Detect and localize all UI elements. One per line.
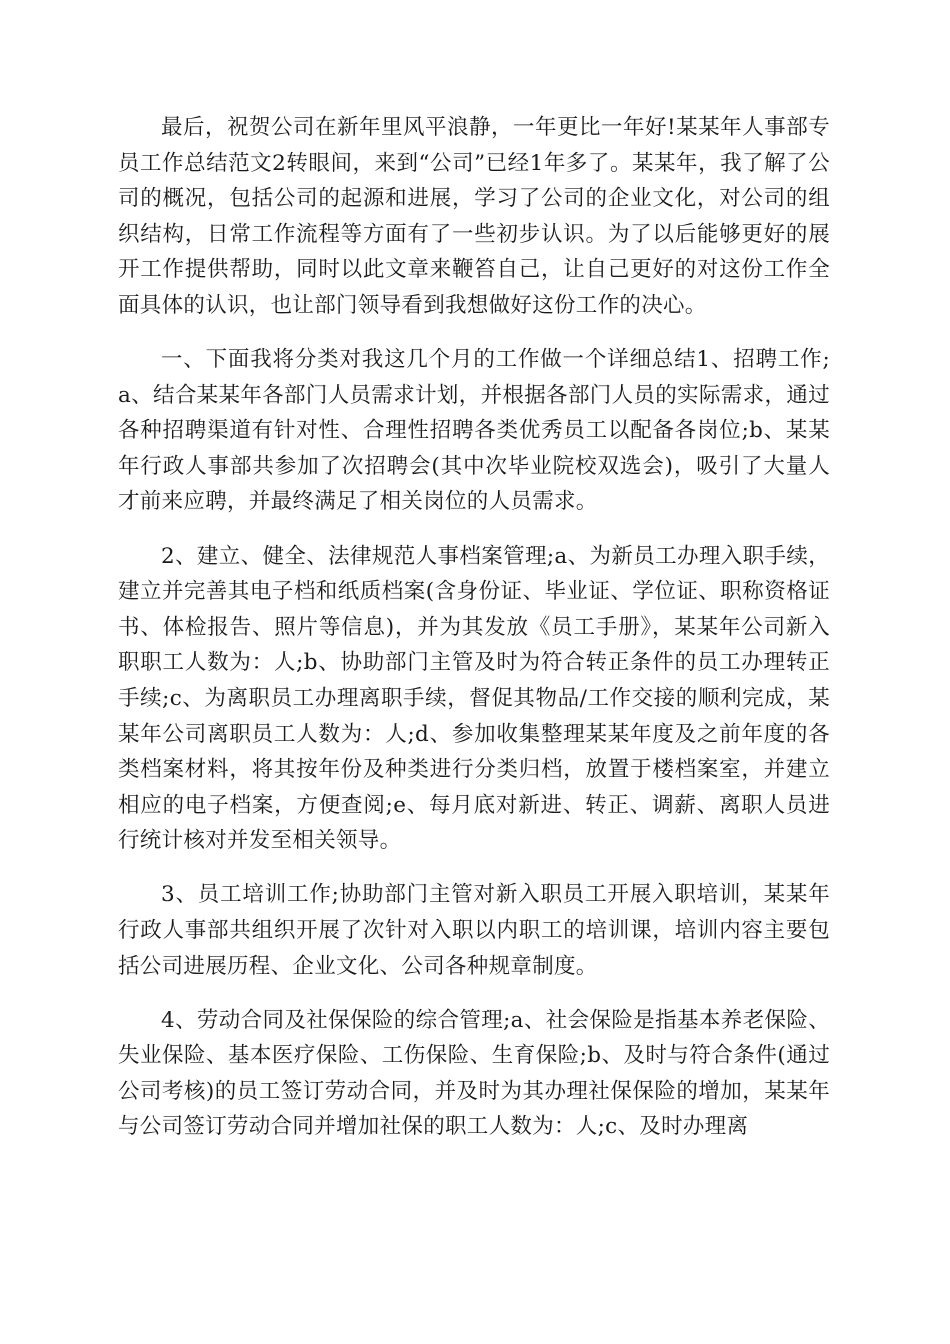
paragraph-recruitment: 一、下面我将分类对我这几个月的工作做一个详细总结1、招聘工作;a、结合某某年各部门人员需求计划，并根据各部门人员的实际需求，通过各种招聘渠道有针对性、合理性招聘各类优秀员工以配备各岗位;b、某某年行政人事部共参加了次招聘会(其中次毕业院校双选会)，吸引了大量人才前来应聘，并最终满足了相关岗位的人员需求。 [118,347,830,515]
paragraph-training: 3、员工培训工作;协助部门主管对新入职员工开展入职培训，某某年行政人事部共组织开展了次针对入职以内职工的培训课，培训内容主要包括公司进展历程、企业文化、公司各种规章制度。 [118,882,830,979]
document-body [118,110,830,1164]
paragraph-closing-and-intro: 最后，祝贺公司在新年里风平浪静，一年更比一年好!某某年人事部专员工作总结范文2转眼间，来到“公司”已经1年多了。某某年，我了解了公司的概况，包括公司的起源和进展，学习了公司的企业文化，对公司的组织结构，日常工作流程等方面有了一些初步认识。为了以后能够更好的展开工作提供帮助，同时以此文章来鞭笞自己，让自己更好的对这份工作全面具体的认识，也让部门领导看到我想做好这份工作的决心。 [118,115,830,318]
paragraph-personnel-files: 2、建立、健全、法律规范人事档案管理;a、为新员工办理入职手续，建立并完善其电子档和纸质档案(含身份证、毕业证、学位证、职称资格证书、体检报告、照片等信息)，并为其发放《员工手册》，某某年公司新入职职工人数为：人;b、协助部门主管及时为符合转正条件的员工办理转正手续;c、为离职员工办理离职手续，督促其物品/工作交接的顺利完成，某某年公司离职员工人数为：人;d、参加收集整理某某年度及之前年度的各类档案材料，将其按年份及种类进行分类归档，放置于楼档案室，并建立相应的电子档案，方便查阅;e、每月底对新进、转正、调薪、离职人员进行统计核对并发至相关领导。 [118,543,830,854]
paragraph-labor-contracts: 4、劳动合同及社保保险的综合管理;a、社会保险是指基本养老保险、失业保险、基本医疗保险、工伤保险、生育保险;b、及时与符合条件(通过公司考核)的员工签订劳动合同，并及时为其办理社保保险的增加，某某年与公司签订劳动合同并增加社保的职工人数为：人;c、及时办理离 [118,1007,830,1140]
